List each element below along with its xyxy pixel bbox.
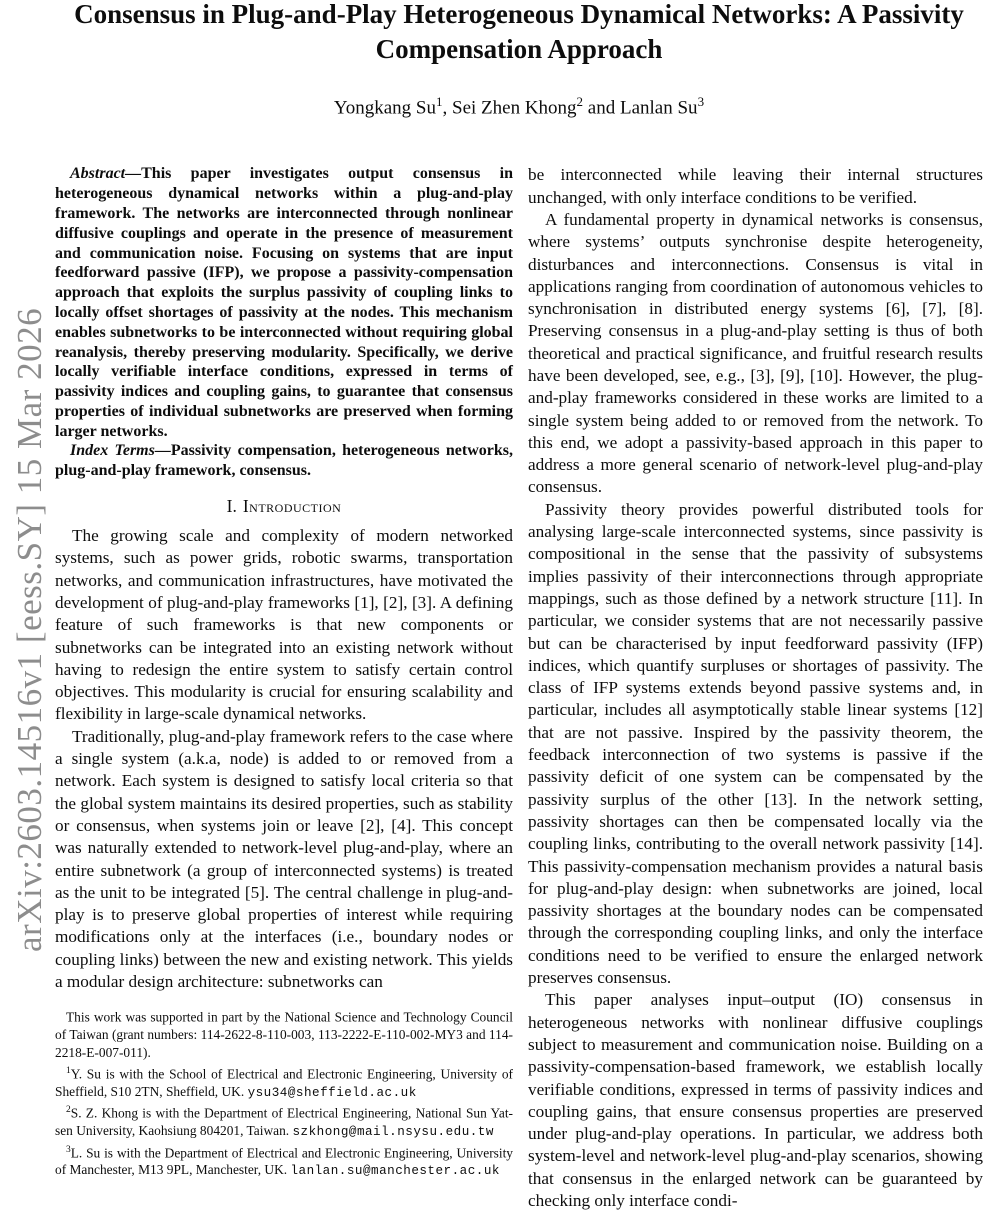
paper-page xyxy=(55,0,983,1212)
footnote-text: This work was supported in part by the National Science and Technology Council of Taiwan (grant numbers: 114-2622-8-110-003, 113-2222-E-110-002-MY3 and 114-2218-E-007-011). xyxy=(55,1009,513,1060)
author-separator: and xyxy=(583,97,620,119)
footnote-author-2 xyxy=(55,1102,513,1141)
arxiv-watermark: arXiv:2603.14516v1 [eess.SY] 15 Mar 2026 xyxy=(10,307,49,952)
section-number: I. xyxy=(226,496,237,517)
intro-paragraph-1: The growing scale and complexity of modern networked systems, such as power grids, robotic swarms, transportation networks, and communication infrastructures, have motivated the development of plug-and-play frameworks [1], [2], [3]. A defining feature of such frameworks is that new components or subnetworks can be integrated into an existing network without having to redesign the entire system to satisfy certain control objectives. This modularity is crucial for ensuring scalability and flexibility in large-scale dynamical networks. xyxy=(55,526,513,724)
index-terms-paragraph xyxy=(55,441,513,481)
footnote-marker: 2 xyxy=(66,1105,71,1116)
right-column xyxy=(528,164,983,1212)
body-paragraph-continuation: be interconnected while leaving their internal structures unchanged, with only interface conditions to be verified. xyxy=(528,165,983,207)
left-column xyxy=(55,164,513,1212)
author-3: Lanlan Su xyxy=(619,97,698,119)
footnote-marker: 1 xyxy=(66,1066,71,1076)
footnote-text: L. Su is with the Department of Electrical and Electronic Engineering, University of Manchester, M13 9PL, Manchester, UK. xyxy=(55,1145,513,1178)
author-3-affiliation-mark: 3 xyxy=(697,94,705,109)
footnote-text: Y. Su is with the School of Electrical and Electronic Engineering, University of Sheffield, S10 2TN, Sheffield, UK. xyxy=(55,1066,513,1099)
footnote-author-3 xyxy=(55,1142,513,1181)
author-1-affiliation-mark: 1 xyxy=(436,94,443,109)
paper-title: Consensus in Plug-and-Play Heterogeneous Dynamical Networks: A Passivity Compensation Approach xyxy=(74,0,964,64)
body-paragraph-consensus: A fundamental property in dynamical networks is consensus, where systems’ outputs synchronise despite heterogeneity, disturbances and interconnections. Consensus is vital in applications ranging from coordination of autonomous vehicles to synchronisation in distributed energy systems [6], [7], [8]. Preserving consensus in a plug-and-play setting is thus of both theoretical and practical significance, and fruitful research results have been developed, see, e.g., [3], [9], [10]. However, the plug-and-play frameworks considered in these works are limited to a single system being added to or removed from the network. To this end, we adopt a passivity-based approach in this paper to address a more general scenario of network-level plug-and-play consensus. xyxy=(528,209,983,497)
abstract-label: Abstract— xyxy=(70,165,142,183)
author-separator: , xyxy=(442,97,452,119)
abstract-paragraph xyxy=(55,164,513,441)
section-heading-introduction xyxy=(55,496,513,516)
index-terms-label: Index Terms— xyxy=(70,442,171,460)
author-2: Sei Zhen Khong xyxy=(452,97,577,119)
section-title: Introduction xyxy=(242,496,342,517)
footnote-email: ysu34@sheffield.ac.uk xyxy=(247,1085,417,1100)
index-terms-text: Passivity compensation, heterogeneous networks, plug-and-play framework, consensus. xyxy=(55,442,514,480)
footnote-marker: 3 xyxy=(66,1144,71,1155)
footnote-author-1 xyxy=(55,1063,513,1102)
footnote-email: lanlan.su@manchester.ac.uk xyxy=(290,1164,500,1179)
footnote-funding xyxy=(55,1006,513,1063)
author-1: Yongkang Su xyxy=(333,97,436,119)
body-paragraph-passivity-theory: Passivity theory provides powerful distributed tools for analysing large-scale interconnected systems, since passivity is compositional in the sense that the passivity of subsystems implies passivity of their interconnections through appropriate mappings, such as those defined by a network structure [11]. In particular, we consider systems that are not necessarily passive but can be characterised by input feedforward passivity (IFP) indices, which quantify surpluses or shortages of passivity. The class of IFP systems extends beyond passive systems and, in particular, includes all asymptotically stable linear systems [12] that are not passive. Inspired by the passivity theorem, the feedback interconnection of two systems is passive if the passivity deficit of one system can be compensated by the passivity surplus of the other [13]. In the network setting, passivity shortages can then be compensated locally via the coupling links, contributing to the overall network passivity [14]. This passivity-compensation mechanism provides a natural basis for plug-and-play design: when subnetworks are joined, local passivity shortages at the boundary nodes can be compensated through the corresponding coupling links, and only the interface conditions need to be verified to ensure the enlarged network preserves consensus. xyxy=(528,499,983,988)
footnote-text: S. Z. Khong is with the Department of Electrical Engineering, National Sun Yat-sen University, Kaohsiung 804201, Taiwan. xyxy=(55,1105,513,1139)
body-paragraph-this-paper: This paper analyses input–output (IO) consensus in heterogeneous networks with nonlinear diffusive couplings subject to measurement and communication noise. Building on a passivity-compensation-based framework, we establish locally verifiable conditions, expressed in terms of passivity indices and coupling gains, that ensure consensus properties are preserved under plug-and-play operations. In particular, we address both system-level and network-level plug-and-play scenarios, showing that consensus in the enlarged network can be guaranteed by checking only interface condi- xyxy=(528,990,983,1210)
footnotes-block xyxy=(55,1006,513,1181)
author-2-affiliation-mark: 2 xyxy=(576,94,584,109)
abstract-text: This paper investigates output consensus in heterogeneous dynamical networks within a plug-and-play framework. The networks are interconnected through nonlinear diffusive couplings and operate in the presence of measurement and communication noise. Focusing on systems that are input feedforward passive (IFP), we propose a passivity-compensation approach that exploits the surplus passivity of coupling links to locally offset shortages of passivity at the nodes. This mechanism enables subnetworks to be interconnected without requiring global reanalysis, thereby preserving modularity. Specifically, we derive locally verifiable interface conditions, expressed in terms of passivity indices and coupling gains, to guarantee that consensus properties of individual subnetworks are preserved when forming larger networks. xyxy=(55,165,513,440)
footnote-email: szkhong@mail.nsysu.edu.tw xyxy=(292,1125,494,1140)
abstract-block xyxy=(55,164,513,481)
author-line xyxy=(55,90,983,119)
intro-paragraph-2: Traditionally, plug-and-play framework refers to the case where a single system (a.k.a, node) is added to or removed from a network. Each system is designed to satisfy local criteria so that the global system maintains its desired properties, such as stability or consensus, when systems join or leave [2], [4]. This concept was naturally extended to network-level plug-and-play, where an entire subnetwork (a group of interconnected systems) is treated as the unit to be integrated [5]. The central challenge in plug-and-play is to preserve global properties of interest while requiring modifications only at the interfaces (i.e., boundary nodes or coupling links) between the new and existing network. This yields a modular design architecture: subnetworks can xyxy=(55,726,513,992)
